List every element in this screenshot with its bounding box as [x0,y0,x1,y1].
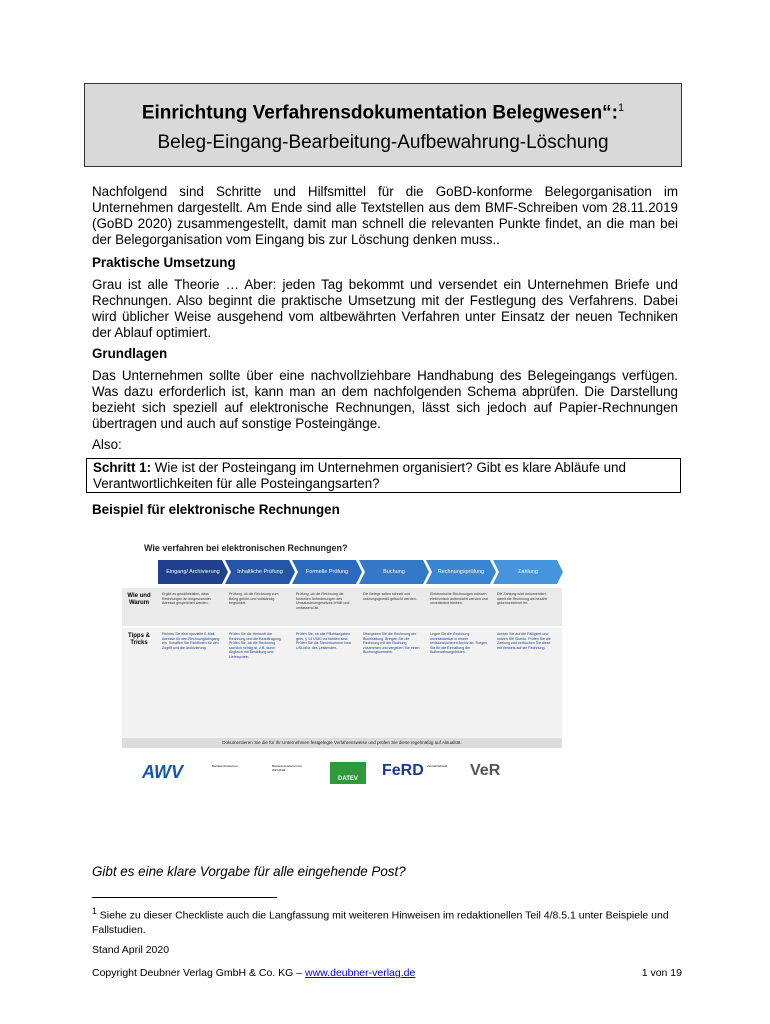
stage-label: Buchung [383,568,405,575]
praktische-umsetzung-paragraph: Grau ist alle Theorie … Aber: jeden Tag bekommt und versendet ein Unternehmen Briefe und Rechnungen. Also beginnt die praktische Umsetzung mit der Festlegung des Verfahrens. Dabei wird üblicher Weise ausgehend vom altbewährten Verfahren unter Einsatz der neuen Techniken der Ablauf optimiert. [92,277,678,340]
stage-label: Zahlung [518,568,538,575]
heading-grundlagen: Grundlagen [92,346,168,361]
stage-3 [292,560,362,584]
logo-bmwi: Bundesministerium für Wirtschaft [272,764,302,772]
row1-cell: Die Belege sollen schnell und ordnungsgemäß gebucht werden. [363,592,417,601]
heading-praktische-umsetzung: Praktische Umsetzung [92,255,236,270]
row2-cell: Legen Sie die Rechnung unveränderbar in einem revisionssicheren Archiv ab. Sorgen Sie für die Einhaltung der Aufbewahrungsfristen. [430,632,488,655]
intro-paragraph: Nachfolgend sind Schritte und Hilfsmittel für die GoBD-konforme Belegorganisation im Unternehmen dargestellt. Am Ende sind alle Textstellen aus dem BMF-Schreiben vom 28.11.2019 (GoBD 2020) zusammengestellt, damit man schnell die relevanten Punkte findet, an die man bei der Belegorganisation vom Eingang bis zur Löschung denken muss.. [92,184,678,247]
stage-1 [158,560,228,584]
footnote-separator [92,897,277,898]
document-title: Einrichtung Verfahrensdokumentation Belegwesen“:$^1$ [141,102,625,124]
logo-ferd: FeRD [382,762,424,779]
stage-2 [225,560,295,584]
logo-zentralverband: Zentralverband [427,764,448,768]
row1-cell: Elektronische Rechnungen müssen elektronisch aufbewahrt werden und unverändert bleiben. [430,592,488,606]
document-subtitle: Beleg-Eingang-Bearbeitung-Aufbewahrung-Löschung [157,132,609,154]
stage-label: Inhaltliche Prüfung [237,568,283,575]
stage-label: Formelle Prüfung [305,568,349,575]
logo-datev: DATEV [330,762,366,784]
row-label-wie: Wie und Warum [127,593,151,606]
row2-cell: Richten Sie eine spezielle E-Mail-Adresse für den Rechnungseingang ein. Schaffen Sie Richtlinien für den Zugriff und die Archivierung. [162,632,220,650]
step1-label: Schritt 1: [93,460,152,475]
logo-bmi: Bundesministerium [212,764,238,768]
stage-4 [359,560,429,584]
also-label: Also: [92,437,122,452]
footnote-ref: 1 [618,102,625,114]
row2-cell: Übergeben Sie die Rechnung der Buchhaltung. Bringen Sie die Rechnung mit der Buchung zusammen und vergeben Sie einen Buchungsvermerk. [363,632,420,655]
grundlagen-paragraph: Das Unternehmen sollte über eine nachvollziehbare Handhabung des Belegeingangs verfügen. Was dazu erforderlich ist, kann man an dem nachfolgenden Schema abprüfen. Die Darstellung bezieht sich speziell auf elektronische Rechnungen, lässt sich jedoch auf Papier-Rechnungen übertragen und auch auf sonstige Posteingänge. [92,368,678,431]
question-text: Gibt es eine klare Vorgabe für alle eingehende Post? [92,864,406,879]
logo-ver: VeR [470,762,501,779]
logo-awv: AWV [142,762,184,782]
page-footer [92,967,682,979]
figure-caption: Dokumentieren Sie die für Ihr Unternehmen festgelegte Verfahrensweise und prüfen Sie diese regelmäßig auf Aktualität. [122,738,562,748]
publisher-link[interactable]: www.deubner-verlag.de [305,967,416,979]
figure-title: Wie verfahren bei elektronischen Rechnungen? [144,543,348,553]
stand-date: Stand April 2020 [92,944,170,956]
title-box [84,83,682,167]
page-number: 1 von 19 [641,967,682,979]
step1-box [86,458,681,493]
row1-cell: Prüfung, ob die Rechnung die formellen Anforderungen des Umsatzsteuergesetzes erfüllt und umfassend ist. [296,592,350,610]
stage-6 [493,560,563,584]
row2-cell: Prüfen Sie die Herkunft der Rechnung und die Beauftragung. Prüfen Sie, ob die Rechnung sachlich richtig ist, z.B. durch Abgleich mit Bestellung und Lieferschein. [229,632,282,659]
row1-cell: Die Zahlung wird dokumentiert, damit die Rechnung als bezahlt gekennzeichnet ist. [497,592,548,606]
row1-cell: Prüfung, ob die Rechnung zum Beleg gehört und vollständig begründet. [229,592,279,606]
heading-example: Beispiel für elektronische Rechnungen [92,502,340,517]
copyright-text: Copyright Deubner Verlag GmbH & Co. KG – [92,967,306,979]
row1-cell: Ergibt es gewährleisten, dass Rechnungen an eingescannter Adresse gespeichert werden. [162,592,211,606]
stage-5 [426,560,496,584]
stage-label: Rechnungsprüfung [437,568,485,575]
step1-text: Wie ist der Posteingang im Unternehmen organisiert? Gibt es klare Abläufe und Verantwortlichkeiten für alle Posteingangsarten? [93,460,626,491]
process-figure [122,538,562,750]
row2-cell: Achten Sie auf die Fälligkeit und nutzen Sie Skonto. Prüfen Sie die Zahlung und verbuchen Sie diese mit Verweis auf die Rechnung. [497,632,551,650]
row2-cell: Prüfen Sie, ob alle Pflichtangaben gem. § 14 UStG vorhanden sind. Prüfen Sie die Steuernummer bzw. USt-IdNr. des Leistenden. [296,632,352,650]
stage-label: Eingang/ Archivierung [166,568,220,575]
row-label-tipps: Tipps & Tricks [128,633,150,646]
footnote: $^1$ Siehe zu dieser Checkliste auch die Langfassung mit weiteren Hinweisen im redaktionellen Teil 4/8.5.1 unter Beispiele und Fallstudien. [92,906,669,936]
